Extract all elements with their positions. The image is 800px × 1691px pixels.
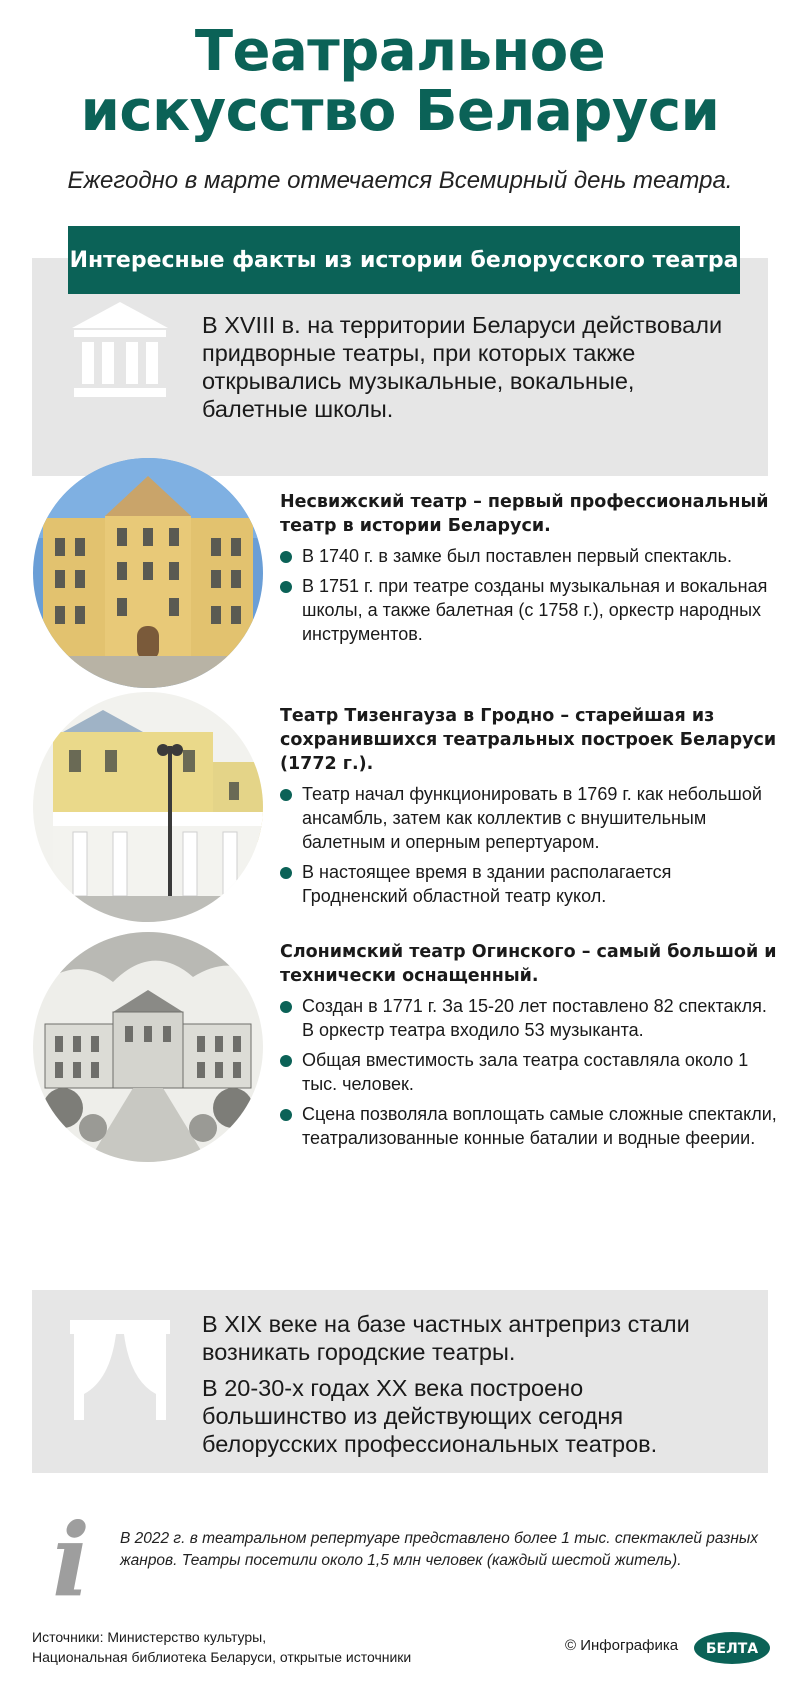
theater-3-facts (280, 994, 780, 1150)
fact-2-paragraph-1: В XIX веке на базе частных антреприз стали возникать городские театры. (202, 1311, 690, 1365)
classical-building-icon (70, 300, 170, 400)
page-subtitle: Ежегодно в марте отмечается Всемирный день театра. (67, 167, 733, 194)
list-item: В 1740 г. в замке был поставлен первый спектакль. (280, 544, 780, 568)
theater-item-1 (280, 490, 780, 652)
title-line-2: искусство Беларуси (80, 79, 720, 144)
page-title (0, 19, 800, 144)
theater-1-heading: Несвижский театр – первый профессиональный театр в истории Беларуси. (280, 492, 769, 536)
theater-curtain-icon (70, 1320, 170, 1420)
theater-item-2 (280, 704, 780, 914)
fact-box-2-text (202, 1310, 732, 1458)
tizengauz-theater-photo (33, 692, 263, 922)
theater-1-facts (280, 544, 780, 646)
sources-line-2: Национальная библиотека Беларуси, открытые источники (32, 1649, 412, 1665)
info-note: В 2022 г. в театральном репертуаре представлено более 1 тыс. спектаклей разных жанров. Театры посетили около 1,5 млн человек (каждый шестой житель). (120, 1530, 759, 1569)
theater-item-3 (280, 940, 780, 1156)
theater-2-heading: Театр Тизенгауза в Гродно – старейшая из сохранившихся театральных построек Беларуси (1772 г.). (280, 706, 777, 774)
info-icon: i (52, 1501, 90, 1619)
slonim-theater-drawing (33, 932, 263, 1162)
nesvizh-theater-photo (33, 458, 263, 688)
list-item: В 1751 г. при театре созданы музыкальная и вокальная школы, а также балетная (с 1758 г.), оркестр народных инструментов. (280, 574, 780, 646)
list-item: Создан в 1771 г. За 15-20 лет поставлено 82 спектакля. В оркестр театра входило 53 музыканта. (280, 994, 780, 1042)
belta-logo (692, 1630, 772, 1666)
list-item: Театр начал функционировать в 1769 г. как небольшой ансамбль, затем как коллектив с внушительным балетным и оперным репертуаром. (280, 782, 780, 854)
fact-2-paragraph-2: В 20-30-х годах XX века построено большинство из действующих сегодня белорусских профессиональных театров. (202, 1375, 658, 1457)
list-item: Общая вместимость зала театра составляла около 1 тыс. человек. (280, 1048, 780, 1096)
list-item: В настоящее время в здании располагается Гродненский областной театр кукол. (280, 860, 780, 908)
theater-3-heading: Слонимский театр Огинского – самый большой и технически оснащенный. (280, 942, 777, 986)
sources-line-1: Источники: Министерство культуры, (32, 1629, 267, 1645)
sources (32, 1627, 552, 1667)
section-banner: Интересные факты из истории белорусского театра (68, 226, 740, 294)
infographic-credit: © Инфографика (565, 1637, 679, 1654)
belta-logo-text: БЕЛТА (705, 1641, 759, 1657)
fact-1-paragraph: В XVIII в. на территории Беларуси действовали придворные театры, при которых также открывались музыкальные, вокальные, балетные школы. (202, 312, 723, 422)
fact-box-1-text (202, 311, 732, 423)
title-line-1: Театральное (194, 19, 606, 84)
theater-2-facts (280, 782, 780, 908)
list-item: Сцена позволяла воплощать самые сложные спектакли, театрализованные конные баталии и водные феерии. (280, 1102, 780, 1150)
